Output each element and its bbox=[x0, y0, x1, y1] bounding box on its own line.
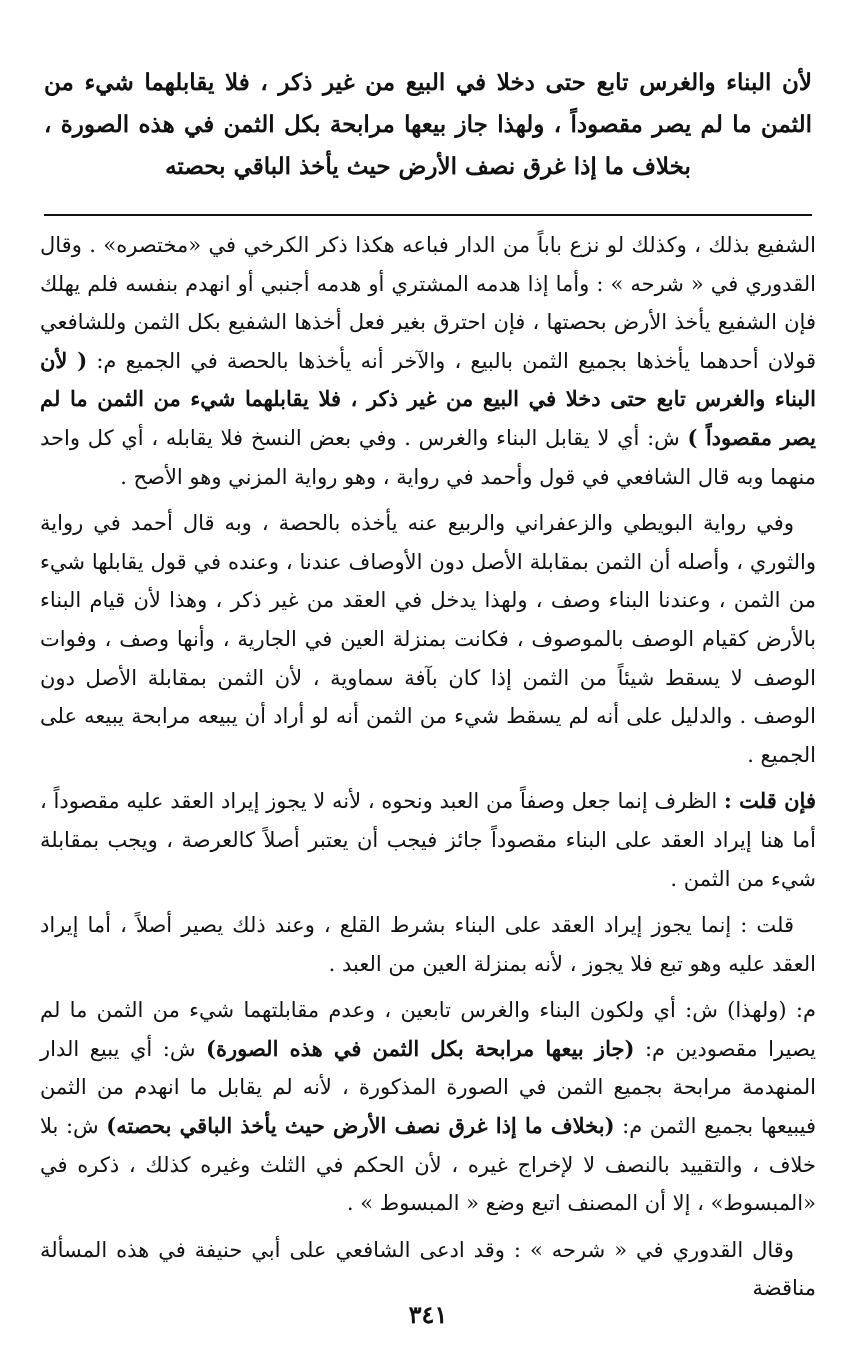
commentary-paragraph-5 bbox=[40, 991, 816, 1223]
separator-rule bbox=[44, 214, 812, 216]
commentary-text: الظرف إنما جعل وصفاً من العبد ونحوه ، لأنه لا يجوز إيراد العقد عليه مقصوداً ، أما هنا إيراد العقد على البناء مقصوداً جائز فيجب أن يعتبر أصلاً كالعرصة ، ويجب بمقابلة شيء من الثمن . bbox=[40, 789, 816, 891]
matn-quote: (بخلاف ما إذا غرق نصف الأرض حيث يأخذ الباقي بحصته) bbox=[106, 1113, 615, 1139]
commentary-paragraph-3 bbox=[40, 782, 816, 898]
matn-quote: (جاز بيعها مرابحة بكل الثمن في هذه الصورة) bbox=[206, 1035, 635, 1061]
page-number: ٣٤١ bbox=[408, 1300, 448, 1329]
commentary-paragraph-6: وقال القدوري في « شرحه » : وقد ادعى الشافعي على أبي حنيفة في هذه المسألة مناقضة bbox=[40, 1237, 816, 1301]
commentary-text: ش: أي لا يقابل البناء والغرس . وفي بعض النسخ فلا يقابله ، أي كل واحد منهما وبه قال الشافعي في قول وأحمد في رواية ، وهو رواية المزني وهو الأصح . bbox=[40, 425, 816, 489]
matn-quote: ( لأن البناء والغرس تابع حتى دخلا في البيع من غير ذكر ، فلا يقابلهما شيء من الثمن ما لم يصر مقصوداً ) bbox=[40, 347, 816, 450]
commentary-text: الشفيع بذلك ، وكذلك لو نزع باباً من الدار فباعه هكذا ذكر الكرخي في «مختصره» . وقال القدوري في « شرحه » : وأما إذا هدمه المشتري أو هدمه أجنبي أو انهدم بنفسه فلم يهلك فإن الشفيع يأخذ الأرض بحصتها ، فإن احترق بغير فعل أخذها الشفيع بكل الثمن وللشافعي قولان أحدهما يأخذها بجميع الثمن بالبيع ، والآخر أنه يأخذها بالحصة في الجميع م: bbox=[40, 233, 816, 373]
commentary-body bbox=[40, 226, 816, 1316]
matn-text: لأن البناء والغرس تابع حتى دخلا في البيع من غير ذكر ، فلا يقابلهما شيء من الثمن ما لم يصر مقصوداً ، ولهذا جاز بيعها مرابحة بكل الثمن في هذه الصورة ، بخلاف ما إذا غرق نصف الأرض حيث يأخذ الباقي بحصته bbox=[44, 69, 812, 180]
commentary-text: ش: أي يبيع الدار المنهدمة مرابحة بجميع الثمن في الصورة المذكورة ، لأنه لم يقابل ما انهدم من الثمن فيبيعها بجميع الثمن م: bbox=[40, 1036, 816, 1139]
commentary-paragraph-4: قلت : إنما يجوز إيراد العقد على البناء بشرط القلع ، وعند ذلك يصير أصلاً ، أما إيراد العقد عليه وهو تبع فلا يجوز ، لأنه بمنزلة العين من العبد . bbox=[40, 913, 816, 976]
objection-label: فإن قلت : bbox=[724, 788, 816, 814]
commentary-paragraph-1 bbox=[40, 226, 816, 496]
commentary-text: ش: بلا خلاف ، والتقييد بالنصف لا لإخراج غيره ، لأن الحكم في الثلث وغيره كذلك ، ذكره في «المبسوط» ، إلا أن المصنف اتبع وضع « المبسوط » . bbox=[40, 1114, 816, 1216]
commentary-text: م: (ولهذا) ش: أي ولكون البناء والغرس تابعين ، وعدم مقابلتهما شيء من الثمن ما لم يصيرا مقصودين م: bbox=[40, 998, 816, 1061]
commentary-paragraph-2: وفي رواية البويطي والزعفراني والربيع عنه يأخذه بالحصة ، وبه قال أحمد في رواية والثوري ، وأصله أن الثمن بمقابلة الأصل دون الأوصاف عندنا ، وعنده في قول يقابلها شيء من الثمن ، وعندنا البناء وصف ، ولهذا يدخل في العقد من غير ذكر ، وهذا لأن قيام البناء بالأرض كقيام الوصف بالموصوف ، فكانت بمنزلة العين في الجارية ، وأنها وصف ، وفوات الوصف لا يسقط شيئاً من الثمن إذا كان بآفة سماوية ، لأن الثمن بمقابلة الأصل دون الوصف . والدليل على أنه لم يسقط شيء من الثمن أنه لو أراد أن يبيعه مرابحة يبيعه على الجميع . bbox=[40, 511, 817, 767]
